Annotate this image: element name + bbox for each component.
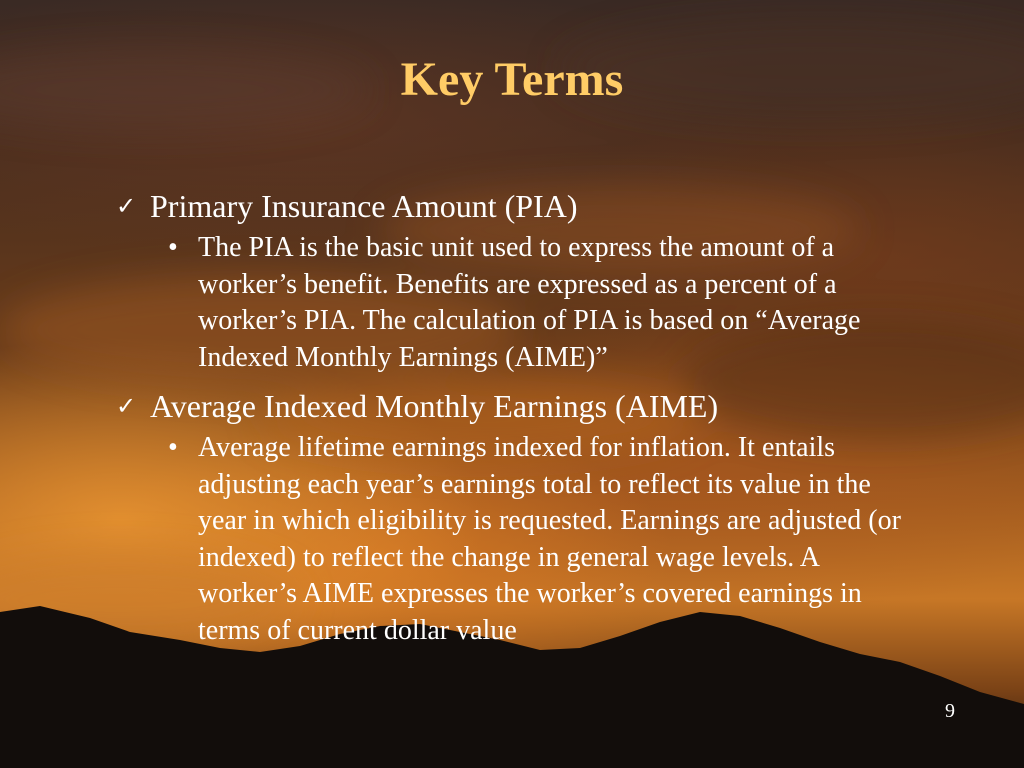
term-heading-text: Primary Insurance Amount (PIA): [150, 188, 578, 224]
bullet-dot-icon: •: [168, 232, 178, 263]
term-heading-aime: [112, 386, 922, 426]
term-heading-text: Average Indexed Monthly Earnings (AIME): [150, 388, 719, 424]
checkmark-icon: ✓: [116, 392, 137, 420]
term-list: [112, 186, 922, 659]
bullet-dot-icon: •: [168, 432, 178, 463]
term-detail-aime: [112, 430, 922, 649]
term-detail-text: The PIA is the basic unit used to express the amount of a worker’s benefit. Benefits are expressed as a percent of a worker’s PIA. The calculation of PIA is based on “Average Indexed Monthly Earnings (AIME)”: [198, 232, 861, 373]
term-heading-pia: [112, 186, 922, 226]
term-detail-pia: [112, 230, 922, 376]
checkmark-icon: ✓: [116, 192, 137, 220]
page-number: 9: [945, 700, 955, 722]
term-detail-text: Average lifetime earnings indexed for inflation. It entails adjusting each year’s earnings total to reflect its value in the year in which eligibility is requested. Earnings are adjusted (or indexed) to reflect the change in general wage levels. A worker’s AIME expresses the worker’s covered earnings in terms of current dollar value: [198, 432, 901, 646]
slide-title: Key Terms: [400, 53, 624, 106]
